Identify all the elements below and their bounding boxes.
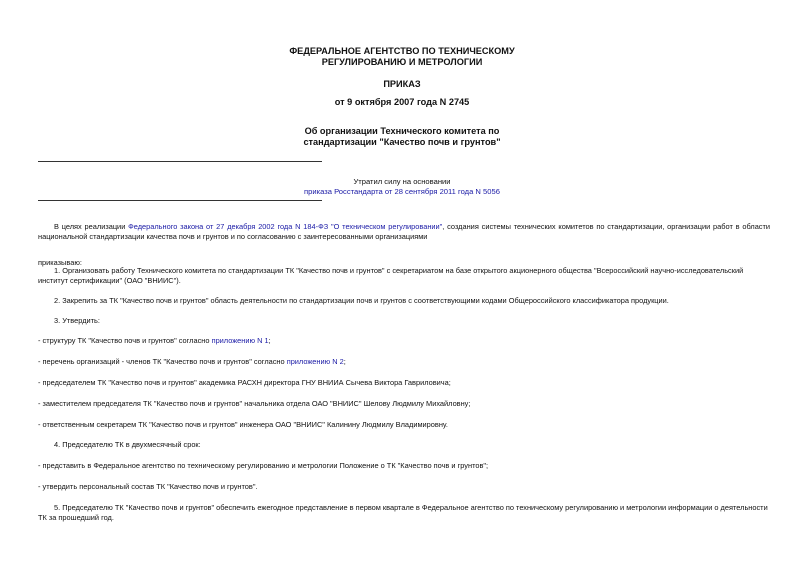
doc-type: ПРИКАЗ <box>383 79 421 89</box>
item-3-chairman: - председателем ТК "Качество почв и грунтов" академика РАСХН директора ГНУ ВНИИА Сычева Виктора Гавриловича; <box>38 378 451 387</box>
item-3-members-end: ; <box>343 357 346 366</box>
doc-title-line-2: стандартизации "Качество почв и грунтов" <box>303 137 501 147</box>
doc-title <box>200 126 604 148</box>
status-note-link[interactable]: приказа Росстандарта от 28 сентября 2011 года N 5056 <box>304 187 500 196</box>
item-3-members-text: - перечень организаций - членов ТК "Качество почв и грунтов" согласно <box>38 357 287 366</box>
intro-paragraph <box>38 222 770 243</box>
appendix-1-link[interactable]: приложению N 1 <box>211 336 269 345</box>
item-3-structure-text: - структуру ТК "Качество почв и грунтов" согласно <box>38 336 212 345</box>
federal-law-link[interactable]: Федерального закона от 27 декабря 2002 года N 184-ФЗ "О техническом регулировании" <box>128 222 443 231</box>
order-word: приказываю: <box>38 258 82 267</box>
agency-line-2: РЕГУЛИРОВАНИЮ И МЕТРОЛОГИИ <box>321 57 483 67</box>
agency-title <box>200 46 604 68</box>
item-4-staff: - утвердить персональный состав ТК "Качество почв и грунтов". <box>38 482 258 491</box>
item-5: 5. Председателю ТК "Качество почв и грунтов" обеспечить ежегодное представление в первом квартале в Федеральное агентство по техническому регулированию и метрологии информации о деятельности ТК за прошедший год. <box>38 503 768 523</box>
item-3-structure <box>38 336 770 346</box>
item-3-secretary: - ответственным секретарем ТК "Качество почв и грунтов" инженера ОАО "ВНИИС" Калинину Людмилу Владимировну. <box>38 420 448 429</box>
doc-title-line-1: Об организации Технического комитета по <box>304 126 500 136</box>
doc-date-number: от 9 октября 2007 года N 2745 <box>334 97 470 107</box>
status-note-text: Утратил силу на основании <box>353 177 451 186</box>
status-note <box>302 177 502 197</box>
item-1: 1. Организовать работу Технического комитета по стандартизации ТК "Качество почв и грунтов" с секретариатом на базе открытого акционерного общества "Всероссийский научно-исследовательский институт сертификации" (ОАО "ВНИИС"). <box>38 266 744 286</box>
item-4: 4. Председателю ТК в двухмесячный срок: <box>54 440 201 449</box>
intro-text-end: , создания системы технических комитетов по стандартизации, организации работ в области национальной стандартизации качества почв и грунтов и по согласованию с заинтересованными организациями <box>38 222 771 242</box>
item-3-structure-end: ; <box>268 336 271 345</box>
divider-bottom <box>38 200 322 201</box>
item-3: 3. Утвердить: <box>54 316 100 325</box>
intro-text-start: В целях реализации <box>54 222 129 231</box>
agency-line-1: ФЕДЕРАЛЬНОЕ АГЕНТСТВО ПО ТЕХНИЧЕСКОМУ <box>289 46 515 56</box>
item-4-regulation: - представить в Федеральное агентство по техническому регулированию и метрологии Положение о ТК "Качество почв и грунтов"; <box>38 461 489 470</box>
item-2: 2. Закрепить за ТК "Качество почв и грунтов" область деятельности по стандартизации почв и грунтов с соответствующими кодами Общероссийского классификатора продукции. <box>54 296 669 305</box>
item-3-members <box>38 357 770 367</box>
item-3-deputy: - заместителем председателя ТК "Качество почв и грунтов" начальника отдела ОАО "ВНИИС" Шелову Людмилу Михайловну; <box>38 399 471 408</box>
appendix-2-link[interactable]: приложению N 2 <box>286 357 344 366</box>
divider-top <box>38 161 322 162</box>
